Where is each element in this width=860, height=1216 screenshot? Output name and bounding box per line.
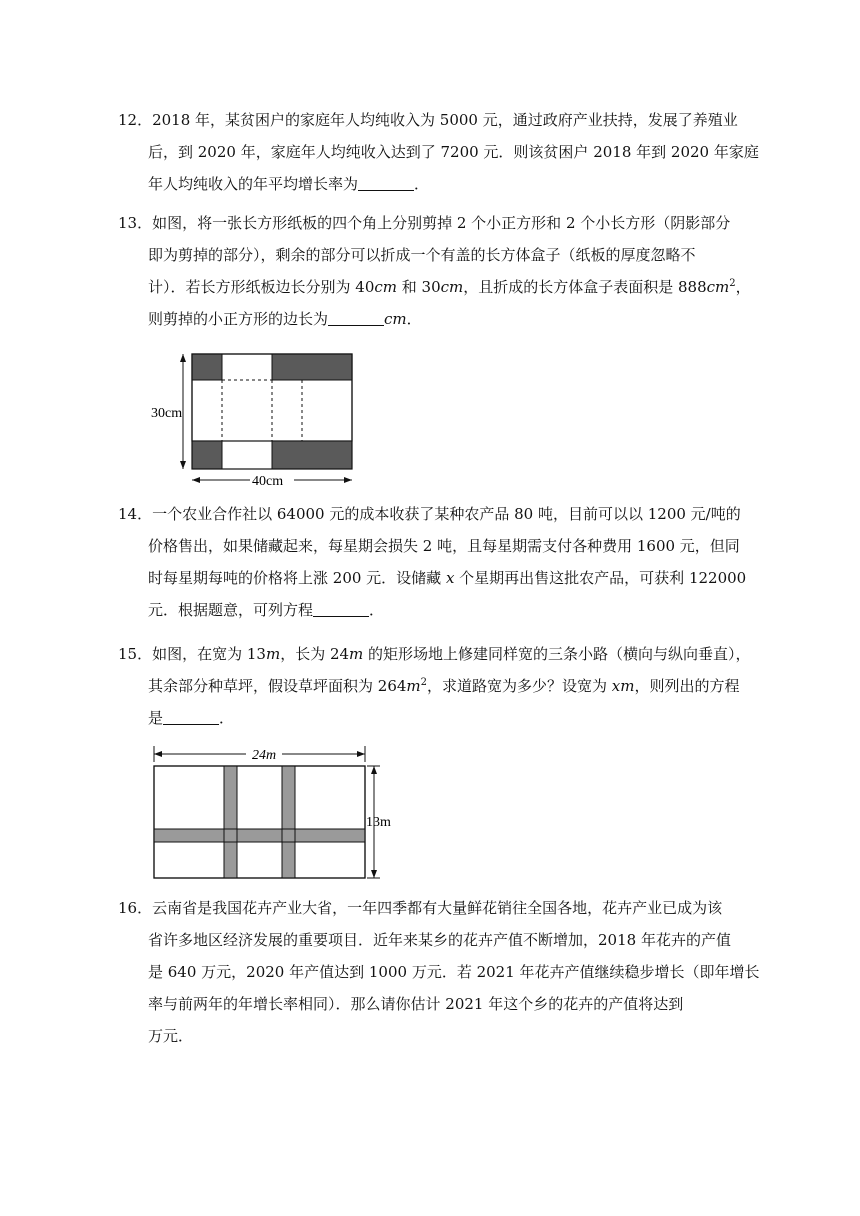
q13-text: ． [406,310,422,328]
q14-text: 个星期再出售这批农产品，可获利 122000 [454,569,747,587]
answer-blank [163,710,219,725]
field-diagram [148,742,398,884]
arrow-head [180,354,186,362]
q13-text: ，且折成的长方体盒子表面积是 888 [463,278,707,296]
variable: xm [611,677,635,695]
height-label: 30cm [151,406,183,421]
unit: cm [706,278,730,296]
unit: m [406,677,421,695]
q14-text: 一个农业合作社以 64000 元的成本收获了某种农产品 80 吨，目前可以以 1200 元/吨的 [152,505,741,523]
q14-line-3 [133,562,747,594]
q16-line-3: 是 640 万元，2020 年产值达到 1000 万元．若 2021 年花卉产值继续稳步增长（即年增长 [148,963,760,981]
q13-line-2: 即为剪掉的部分），剩余的部分可以折成一个有盖的长方体盒子（纸板的厚度忽略不 [148,246,696,264]
question-number: 15． [118,645,153,663]
q13-line-4 [133,303,729,335]
superscript: 2 [420,677,428,688]
q15-figure [148,742,398,888]
q14-text: 元．根据题意，可列方程 [148,601,314,619]
q15-text: ，则列出的方程 [634,677,740,695]
q14-line-4 [133,594,729,626]
question-number: 14． [118,505,153,523]
q15-text: 是 [148,709,164,727]
cut-square-top-left [192,354,222,380]
question-number: 12． [118,111,153,129]
question-14 [118,498,747,626]
question-15 [118,638,751,734]
q12-line-3 [133,168,729,200]
answer-blank [328,311,384,326]
superscript: 2 [729,278,736,289]
q15-line-3 [133,702,729,734]
question-16 [118,892,760,1052]
unit: m [265,645,281,663]
q13-line-1 [118,207,729,239]
answer-blank [358,176,414,191]
field-outline [154,766,365,878]
arrow-head [192,477,200,483]
q12-line-2: 后，到 2020 年，家庭年人均纯收入达到了 7200 元．则该贫困户 2018 年到 2020 年家庭 [148,143,759,161]
unit: cm [384,310,407,328]
q12-line-1 [118,104,738,136]
q15-text: 其余部分种草坪，假设草坪面积为 264 [148,677,407,695]
q16-text: 云南省是我国花卉产业大省，一年四季都有大量鲜花销往全国各地，花卉产业已成为该 [152,899,723,917]
q16-line-2: 省许多地区经济发展的重要项目．近年来某乡的花卉产值不断增加，2018 年花卉的产值 [148,931,731,949]
q14-line-1 [118,498,741,530]
cut-rect-top-right [272,354,352,380]
height-label: 13m [366,815,391,830]
vertical-road-2 [282,766,295,878]
width-label: 24m [252,748,277,763]
q13-text: ， [735,278,751,296]
horizontal-road [154,829,365,842]
q15-text: 如图，在宽为 13 [152,645,266,663]
q12-text: ． [414,175,430,193]
q13-text: 和 30 [396,278,441,296]
arrow-head [371,870,377,878]
q12-text: 2018 年，某贫困户的家庭年人均纯收入为 5000 元，通过政府产业扶持，发展了养殖业 [152,111,738,129]
q15-text: ，求道路宽为多少？设宽为 [427,677,612,695]
q13-text: 计）．若长方形纸板边长分别为 40 [148,278,375,296]
arrow-head [154,751,162,757]
q14-text: 时每星期每吨的价格将上涨 200 元．设储藏 [148,569,446,587]
q14-text: ． [369,601,385,619]
question-number: 16． [118,899,153,917]
unit: cm [440,278,464,296]
q16-line-1 [118,892,729,924]
unit: cm [374,278,397,296]
q13-line-3 [133,271,751,303]
arrow-head [180,461,186,469]
unit: m [349,645,364,663]
arrow-head [357,751,365,757]
q16-line-4: 率与前两年的年增长率相同）．那么请你估计 2021 年这个乡的花卉的产值将达到 [148,995,684,1013]
q15-line-1 [118,638,751,670]
width-label: 40cm [252,474,284,489]
answer-blank [313,602,369,617]
question-number: 13． [118,214,153,232]
q13-figure [150,350,370,494]
q12-text: 年人均纯收入的年平均增长率为 [148,175,359,193]
arrow-head [344,477,352,483]
cut-square-bottom-left [192,441,222,469]
arrow-head [371,766,377,774]
cut-rect-bottom-right [272,441,352,469]
q14-line-2: 价格售出，如果储藏起来，每星期会损失 2 吨，且每星期需支付各种费用 1600 元，但同 [148,537,740,555]
q16-line-5: 万元． [148,1027,194,1045]
q13-text: 则剪掉的小正方形的边长为 [148,310,329,328]
cardboard-diagram [150,350,370,490]
q15-text: 的矩形场地上修建同样宽的三条小路（横向与纵向垂直）， [363,645,751,663]
variable: x [445,569,455,587]
question-13 [118,207,751,335]
q15-text: ． [219,709,235,727]
q15-text: ，长为 24 [280,645,350,663]
q15-line-2 [133,670,740,702]
q13-text: 如图，将一张长方形纸板的四个角上分别剪掉 2 个小正方形和 2 个小长方形（阴影部分 [152,214,731,232]
vertical-road-1 [224,766,237,878]
question-12 [118,104,759,200]
